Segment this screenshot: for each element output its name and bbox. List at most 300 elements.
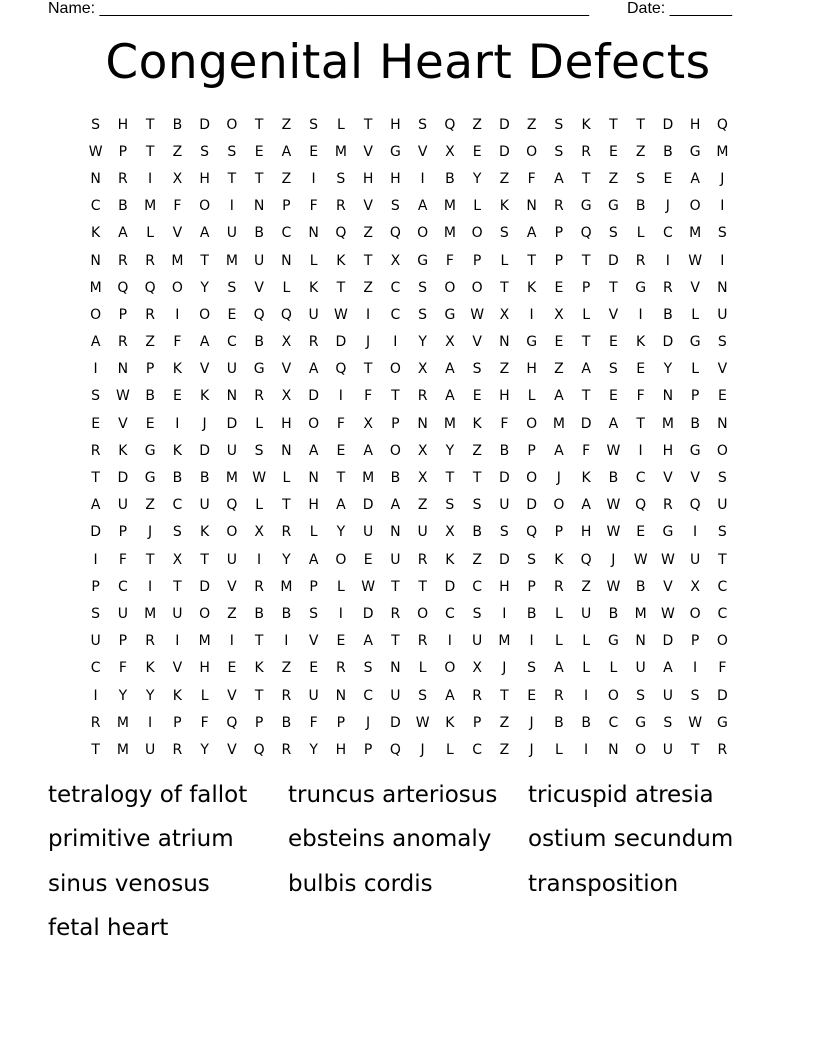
grid-letter: L [336, 116, 345, 133]
grid-letter: P [145, 361, 155, 378]
grid-letter: O [471, 225, 483, 242]
grid-letter: T [581, 334, 591, 351]
grid-letter: O [526, 143, 538, 160]
grid-letter: K [145, 660, 155, 677]
grid-letter: P [118, 524, 128, 541]
grid-letter: R [417, 633, 428, 650]
grid-letter: S [227, 279, 237, 296]
grid-row [82, 464, 736, 491]
grid-letter: P [554, 524, 564, 541]
grid-letter: E [608, 388, 618, 405]
grid-letter: J [529, 714, 534, 731]
grid-row [82, 301, 736, 328]
grid-letter: Z [608, 170, 619, 187]
grid-letter: Z [363, 279, 373, 296]
grid-letter: X [254, 524, 264, 541]
grid-letter: T [636, 116, 645, 133]
grid-letter: K [581, 116, 591, 133]
grid-letter: Z [172, 143, 183, 160]
grid-letter: U [226, 442, 237, 459]
grid-letter: Q [335, 361, 347, 378]
grid-letter: L [609, 660, 618, 677]
grid-letter: Z [281, 660, 292, 677]
grid-letter: A [308, 442, 319, 459]
grid-letter: N [662, 388, 674, 405]
grid-letter: B [526, 605, 537, 622]
grid-letter: E [336, 442, 346, 459]
grid-letter: I [93, 361, 98, 378]
grid-letter: S [200, 143, 210, 160]
grid-letter: V [690, 470, 700, 487]
grid-letter: R [417, 551, 428, 568]
word-list-item: ostium secundum [528, 826, 734, 853]
grid-letter: C [608, 714, 619, 731]
grid-letter: A [554, 388, 564, 405]
grid-letter: A [581, 361, 591, 378]
grid-letter: A [554, 660, 564, 677]
grid-letter: Y [472, 170, 482, 187]
grid-letter: E [172, 388, 182, 405]
grid-letter: X [172, 170, 183, 187]
grid-letter: O [199, 198, 211, 215]
grid-letter: I [284, 633, 289, 650]
grid-letter: A [90, 497, 101, 514]
grid-letter: B [581, 714, 591, 731]
grid-letter: T [581, 252, 591, 269]
grid-letter: K [554, 551, 564, 568]
grid-letter: N [281, 442, 292, 459]
grid-letter: R [472, 687, 482, 704]
grid-letter: H [362, 170, 374, 187]
grid-letter: G [607, 198, 619, 215]
grid-letter: A [417, 198, 428, 215]
grid-row [82, 410, 736, 437]
grid-letter: P [690, 388, 700, 405]
grid-letter: F [718, 660, 727, 677]
grid-letter: F [200, 714, 209, 731]
grid-letter: I [529, 306, 534, 323]
grid-row [82, 736, 736, 763]
grid-letter: V [199, 361, 210, 378]
grid-letter: P [554, 252, 564, 269]
grid-letter: T [581, 170, 591, 187]
grid-letter: V [663, 578, 673, 595]
grid-letter: D [498, 470, 510, 487]
grid-letter: C [662, 225, 673, 242]
grid-letter: M [116, 714, 129, 731]
grid-letter: W [606, 497, 621, 514]
grid-letter: M [334, 143, 347, 160]
grid-letter: O [607, 687, 619, 704]
grid-letter: I [693, 524, 698, 541]
grid-letter: M [89, 279, 102, 296]
grid-letter: I [502, 605, 507, 622]
grid-letter: I [720, 252, 725, 269]
grid-letter: X [445, 524, 455, 541]
grid-letter: R [336, 198, 346, 215]
grid-letter: Q [580, 551, 592, 568]
grid-letter: L [282, 470, 291, 487]
grid-letter: L [636, 225, 645, 242]
grid-letter: X [499, 306, 510, 323]
grid-letter: U [472, 633, 483, 650]
grid-letter: F [500, 415, 509, 432]
grid-letter: M [443, 198, 456, 215]
grid-letter: A [336, 497, 346, 514]
grid-letter: S [418, 687, 428, 704]
grid-letter: I [447, 633, 452, 650]
grid-letter: A [363, 633, 373, 650]
grid-letter: W [252, 470, 267, 487]
grid-letter: Y [309, 741, 318, 758]
grid-letter: M [552, 415, 565, 432]
grid-letter: A [90, 334, 101, 351]
grid-letter: T [336, 470, 346, 487]
grid-letter: W [470, 306, 485, 323]
grid-letter: R [254, 578, 264, 595]
grid-row [82, 274, 736, 301]
grid-letter: G [689, 442, 701, 459]
grid-letter: D [662, 334, 674, 351]
grid-letter: N [90, 170, 101, 187]
grid-letter: N [335, 687, 347, 704]
grid-letter: S [527, 551, 537, 568]
grid-letter: R [118, 170, 128, 187]
grid-letter: H [499, 578, 510, 595]
grid-letter: U [199, 497, 210, 514]
grid-letter: I [584, 687, 589, 704]
grid-letter: C [390, 306, 401, 323]
grid-letter: K [91, 225, 101, 242]
grid-letter: B [445, 170, 455, 187]
letter-grid [82, 111, 736, 764]
grid-letter: C [390, 279, 401, 296]
grid-letter: V [172, 660, 183, 677]
grid-letter: I [393, 334, 398, 351]
grid-letter: P [363, 741, 373, 758]
grid-letter: O [553, 497, 565, 514]
grid-letter: T [363, 361, 373, 378]
grid-letter: S [717, 225, 727, 242]
grid-letter: T [363, 252, 373, 269]
grid-letter: Z [145, 497, 155, 514]
grid-letter: U [662, 741, 673, 758]
grid-letter: J [529, 741, 534, 758]
grid-letter: N [308, 470, 319, 487]
grid-letter: T [200, 551, 209, 568]
grid-letter: U [226, 225, 237, 242]
grid-letter: U [117, 605, 128, 622]
grid-letter: S [336, 170, 346, 187]
grid-letter: S [309, 605, 319, 622]
grid-letter: Q [117, 279, 129, 296]
grid-letter: W [660, 605, 675, 622]
grid-letter: A [363, 442, 373, 459]
grid-letter: R [581, 143, 591, 160]
grid-letter: S [608, 361, 618, 378]
grid-letter: D [662, 633, 674, 650]
grid-row [82, 193, 736, 220]
grid-letter: Q [444, 116, 456, 133]
grid-letter: C [90, 198, 101, 215]
grid-letter: R [281, 524, 292, 541]
grid-letter: N [390, 524, 401, 541]
grid-letter: R [663, 279, 673, 296]
grid-letter: Y [336, 524, 346, 541]
grid-letter: M [634, 605, 647, 622]
grid-row [82, 628, 736, 655]
grid-letter: I [257, 551, 262, 568]
grid-row [82, 519, 736, 546]
grid-letter: F [636, 388, 645, 405]
grid-letter: I [584, 741, 589, 758]
grid-letter: P [554, 225, 564, 242]
grid-letter: R [281, 741, 292, 758]
grid-letter: O [335, 551, 347, 568]
grid-letter: A [118, 225, 128, 242]
grid-letter: X [390, 252, 401, 269]
grid-letter: K [200, 524, 210, 541]
grid-letter: R [336, 660, 346, 677]
grid-letter: I [148, 714, 153, 731]
grid-letter: J [502, 660, 507, 677]
grid-letter: B [635, 198, 646, 215]
grid-letter: B [172, 116, 183, 133]
grid-letter: T [363, 116, 373, 133]
grid-letter: L [582, 633, 591, 650]
grid-letter: C [281, 225, 292, 242]
grid-letter: M [225, 252, 238, 269]
grid-letter: K [581, 470, 591, 487]
word-list [48, 779, 768, 956]
grid-letter: Q [389, 225, 401, 242]
grid-letter: D [199, 442, 211, 459]
grid-letter: W [88, 143, 103, 160]
grid-letter: M [689, 225, 702, 242]
grid-letter: N [253, 198, 265, 215]
grid-letter: F [336, 415, 345, 432]
grid-letter: E [608, 334, 618, 351]
grid-letter: T [718, 551, 727, 568]
grid-letter: R [172, 741, 183, 758]
grid-letter: M [198, 633, 211, 650]
grid-letter: R [145, 633, 155, 650]
grid-letter: O [689, 605, 701, 622]
grid-letter: E [554, 279, 564, 296]
grid-letter: U [226, 361, 237, 378]
grid-letter: U [363, 524, 374, 541]
grid-letter: C [172, 497, 183, 514]
grid-letter: R [118, 334, 128, 351]
grid-letter: A [281, 143, 292, 160]
grid-letter: S [445, 497, 455, 514]
grid-letter: X [363, 415, 373, 432]
grid-letter: S [91, 388, 101, 405]
grid-letter: M [443, 225, 456, 242]
grid-letter: U [308, 306, 319, 323]
grid-letter: I [175, 306, 180, 323]
grid-letter: B [608, 605, 619, 622]
grid-letter: A [445, 687, 455, 704]
grid-letter: B [254, 605, 264, 622]
grid-letter: G [144, 470, 156, 487]
grid-letter: V [172, 225, 183, 242]
grid-letter: T [609, 279, 618, 296]
grid-letter: R [717, 741, 728, 758]
grid-letter: D [308, 388, 320, 405]
grid-letter: L [282, 279, 291, 296]
grid-letter: O [199, 306, 211, 323]
word-list-item: ebsteins anomaly [288, 826, 492, 853]
grid-letter: A [526, 225, 537, 242]
grid-letter: P [472, 252, 482, 269]
grid-letter: T [336, 279, 346, 296]
grid-letter: B [254, 334, 264, 351]
grid-letter: A [308, 551, 319, 568]
grid-letter: O [689, 198, 701, 215]
grid-letter: U [390, 687, 401, 704]
grid-letter: R [417, 388, 428, 405]
grid-letter: P [527, 442, 536, 459]
grid-letter: D [117, 470, 129, 487]
grid-letter: A [554, 170, 564, 187]
word-list-item: tetralogy of fallot [48, 782, 248, 808]
grid-letter: Z [472, 442, 482, 459]
grid-letter: O [526, 415, 538, 432]
grid-row [82, 682, 736, 709]
grid-letter: H [117, 116, 129, 133]
grid-letter: T [418, 578, 427, 595]
grid-letter: E [663, 170, 673, 187]
grid-letter: H [526, 361, 537, 378]
grid-letter: O [417, 605, 429, 622]
grid-letter: F [309, 714, 318, 731]
grid-letter: E [309, 143, 319, 160]
grid-letter: S [663, 714, 673, 731]
grid-letter: Y [445, 442, 455, 459]
grid-letter: O [226, 116, 238, 133]
grid-letter: J [420, 741, 425, 758]
grid-letter: V [254, 279, 264, 296]
grid-letter: Z [581, 578, 591, 595]
grid-letter: Z [281, 116, 292, 133]
grid-letter: D [607, 252, 619, 269]
grid-letter: V [118, 415, 128, 432]
grid-letter: R [118, 252, 128, 269]
grid-row [82, 546, 736, 573]
grid-letter: K [336, 252, 346, 269]
word-list-item: tricuspid atresia [528, 782, 714, 808]
grid-letter: T [636, 415, 645, 432]
grid-letter: T [173, 578, 182, 595]
grid-letter: V [227, 578, 237, 595]
grid-letter: P [472, 714, 482, 731]
grid-letter: C [444, 605, 455, 622]
grid-letter: U [254, 252, 265, 269]
grid-letter: S [554, 116, 564, 133]
grid-letter: S [472, 605, 482, 622]
grid-letter: F [445, 252, 454, 269]
grid-letter: V [227, 687, 237, 704]
grid-letter: B [254, 225, 264, 242]
grid-letter: I [93, 687, 98, 704]
grid-letter: S [227, 143, 237, 160]
grid-letter: I [338, 388, 343, 405]
grid-letter: C [226, 334, 237, 351]
grid-letter: J [366, 714, 371, 731]
grid-letter: E [636, 524, 646, 541]
grid-letter: E [363, 551, 373, 568]
grid-letter: T [391, 633, 400, 650]
grid-letter: W [688, 714, 703, 731]
grid-letter: D [226, 415, 238, 432]
grid-letter: O [716, 633, 728, 650]
grid-letter: H [662, 442, 674, 459]
grid-letter: N [526, 198, 537, 215]
grid-letter: S [717, 470, 727, 487]
word-list-item: sinus venosus [48, 870, 210, 897]
word-list-item: bulbis cordis [288, 870, 433, 897]
grid-letter: V [472, 334, 482, 351]
grid-row [82, 573, 736, 600]
grid-letter: V [308, 633, 319, 650]
grid-letter: S [172, 524, 182, 541]
grid-letter: W [660, 551, 675, 568]
grid-letter: V [363, 198, 373, 215]
grid-letter: M [116, 741, 129, 758]
grid-letter: N [117, 361, 129, 378]
word-list-item: primitive atrium [48, 826, 234, 853]
grid-letter: P [118, 143, 128, 160]
grid-letter: M [498, 633, 511, 650]
grid-letter: K [172, 361, 182, 378]
grid-letter: B [472, 524, 482, 541]
grid-letter: U [117, 497, 128, 514]
grid-letter: U [499, 497, 510, 514]
grid-letter: P [254, 714, 264, 731]
grid-letter: K [172, 442, 182, 459]
grid-letter: G [444, 306, 456, 323]
grid-letter: T [254, 116, 264, 133]
grid-letter: N [281, 252, 292, 269]
grid-letter: T [200, 252, 209, 269]
grid-letter: L [309, 252, 318, 269]
grid-letter: B [172, 470, 183, 487]
grid-letter: Q [635, 497, 647, 514]
grid-letter: T [145, 143, 155, 160]
grid-letter: D [662, 116, 674, 133]
grid-letter: I [693, 660, 698, 677]
grid-letter: Q [253, 306, 265, 323]
grid-letter: K [445, 551, 455, 568]
grid-letter: R [254, 388, 264, 405]
grid-letter: R [635, 252, 646, 269]
grid-letter: V [608, 306, 619, 323]
grid-letter: S [390, 198, 400, 215]
grid-letter: O [226, 524, 238, 541]
grid-letter: T [282, 497, 291, 514]
grid-letter: L [554, 633, 563, 650]
grid-letter: B [499, 442, 510, 459]
grid-letter: P [309, 578, 318, 595]
grid-letter: T [500, 279, 509, 296]
name-field-label: Name: _______________________________________________________ [48, 0, 589, 17]
grid-letter: X [417, 442, 428, 459]
grid-letter: W [688, 252, 703, 269]
grid-letter: H [499, 388, 510, 405]
grid-letter: K [636, 334, 646, 351]
grid-letter: E [472, 143, 482, 160]
